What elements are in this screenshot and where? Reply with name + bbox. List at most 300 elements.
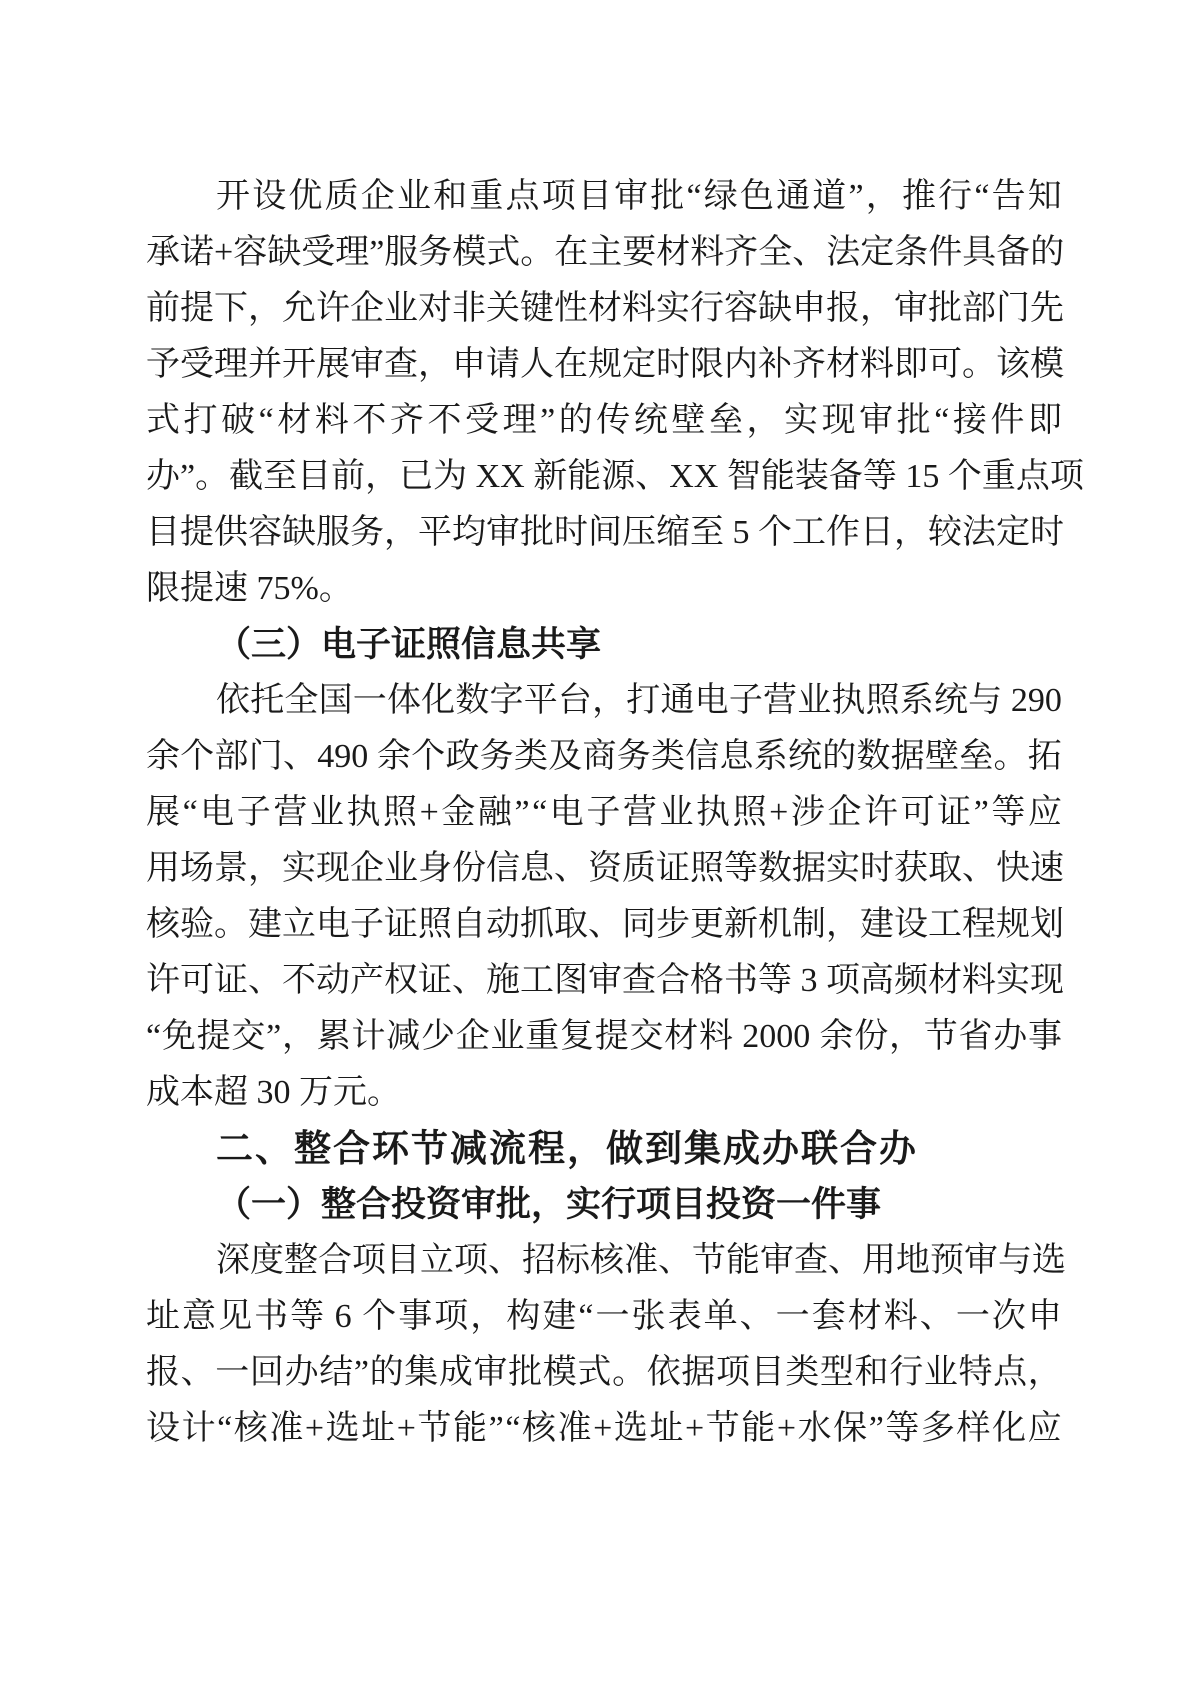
- text-run: 全: [758, 234, 793, 271]
- text-line: [146, 785, 1062, 841]
- text-run: 件: [990, 402, 1025, 439]
- text-run: 行: [690, 290, 724, 327]
- text-run: “: [974, 178, 990, 215]
- text-run: 新: [533, 458, 568, 495]
- text-run: 材: [588, 290, 622, 327]
- text-run: “: [505, 1410, 521, 1447]
- text-run: 动: [486, 906, 520, 943]
- text-run: 型: [819, 1354, 854, 1391]
- text-run: 许: [316, 290, 350, 327]
- text-run: 实: [784, 402, 819, 439]
- text-run: 目: [750, 1354, 785, 1391]
- text-run: 特: [958, 1354, 993, 1391]
- text-run: 、: [452, 962, 486, 999]
- text-run: 受: [301, 234, 336, 271]
- text-run: 立: [282, 906, 316, 943]
- text-run: +: [214, 234, 234, 271]
- text-run: 申: [452, 346, 486, 383]
- text-run: 施: [486, 962, 520, 999]
- text-run: 受: [180, 346, 214, 383]
- text-run: 压: [622, 514, 656, 551]
- text-run: 提: [594, 1018, 629, 1055]
- text-run: +: [684, 1410, 705, 1447]
- text-run: ”: [514, 794, 530, 831]
- text-run: 证: [214, 962, 248, 999]
- text-run: 批: [508, 1354, 543, 1391]
- text-run: 打: [626, 682, 661, 719]
- text-run: 批: [896, 402, 931, 439]
- text-run: 、: [635, 458, 670, 495]
- text-line: [146, 449, 1084, 505]
- section-heading: 二、整合环节减流程，做到集成办联合办: [216, 1128, 918, 1169]
- text-run: 智: [726, 458, 761, 495]
- text-run: ”: [266, 1018, 282, 1055]
- text-run: 子: [586, 794, 621, 831]
- text-run: ，: [592, 682, 627, 719]
- text-run: 数: [455, 682, 490, 719]
- text-run: 据: [792, 850, 826, 887]
- text-run: 图: [554, 962, 588, 999]
- text-run: 字: [489, 682, 524, 719]
- text-run: 较: [928, 514, 962, 551]
- text-run: 3: [792, 962, 826, 999]
- text-run: 门: [248, 738, 283, 775]
- text-run: ，: [888, 1018, 923, 1055]
- text-run: 材: [656, 234, 691, 271]
- text-run: 余: [377, 738, 411, 775]
- text-run: 料: [314, 402, 349, 439]
- text-run: “: [686, 178, 702, 215]
- text-run: 融: [477, 794, 512, 831]
- text-run: ”: [488, 1410, 504, 1447]
- text-run: ，: [860, 290, 894, 327]
- text-run: 结: [319, 1354, 354, 1391]
- text-run: 定: [996, 514, 1030, 551]
- text-run: 件: [928, 234, 963, 271]
- section-heading: （一）整合投资审批，实行项目投资一件事: [216, 1185, 882, 1224]
- text-run: 步: [656, 906, 690, 943]
- text-run: 次: [991, 1298, 1026, 1335]
- text-run: 服: [316, 514, 350, 551]
- text-run: 日: [860, 514, 894, 551]
- text-run: 可: [928, 346, 962, 383]
- text-run: 项: [434, 1298, 469, 1335]
- text-run: 通: [660, 682, 695, 719]
- text-run: 平: [523, 682, 558, 719]
- text-run: 主: [588, 234, 623, 271]
- text-run: 审: [964, 1242, 998, 1279]
- text-run: 容: [248, 514, 282, 551]
- text-run: 报: [146, 1354, 180, 1391]
- text-run: 制: [792, 906, 826, 943]
- text-run: 托: [250, 682, 285, 719]
- text-run: 一: [775, 1298, 810, 1335]
- text-run: 缺: [758, 290, 792, 327]
- text-run: 审: [486, 514, 520, 551]
- text-run: 许: [146, 962, 180, 999]
- text-run: 地: [896, 1242, 930, 1279]
- text-run: 照: [865, 682, 900, 719]
- text-run: 事: [1027, 1018, 1062, 1055]
- text-run: 事: [398, 1298, 433, 1335]
- text-run: 度: [250, 1242, 284, 1279]
- text-run: 等: [290, 1298, 325, 1335]
- text-run: 回: [249, 1354, 284, 1391]
- text-run: 一: [352, 682, 387, 719]
- text-run: 书: [724, 962, 758, 999]
- text-run: 准: [624, 1242, 658, 1279]
- text-line: 成本超 30 万元。: [146, 1074, 401, 1111]
- text-run: 、: [180, 1354, 215, 1391]
- text-run: 核: [146, 906, 180, 943]
- text-run: ”: [868, 1410, 884, 1447]
- text-run: 办: [284, 1354, 319, 1391]
- text-run: 料: [883, 1298, 918, 1335]
- text-run: 、: [962, 850, 996, 887]
- text-run: 审: [614, 178, 649, 215]
- text-run: 为: [433, 458, 468, 495]
- text-run: 不: [352, 402, 387, 439]
- text-run: 划: [1030, 906, 1064, 943]
- text-run: 务: [418, 234, 453, 271]
- text-run: 址: [649, 1410, 684, 1447]
- text-run: 减: [386, 1018, 421, 1055]
- text-run: 应: [1027, 1410, 1062, 1447]
- text-run: 人: [520, 346, 554, 383]
- text-run: 目: [146, 514, 180, 551]
- text-run: 务: [479, 738, 514, 775]
- text-run: 水: [797, 1410, 832, 1447]
- text-run: 频: [894, 962, 928, 999]
- text-run: 要: [622, 234, 657, 271]
- text-run: 。: [195, 458, 230, 495]
- text-run: 依: [216, 682, 250, 719]
- text-run: 合: [318, 1242, 352, 1279]
- text-run: ”: [848, 178, 864, 215]
- section-heading: （三）电子证照信息共享: [216, 625, 602, 664]
- text-line: [146, 505, 1062, 561]
- text-run: 业: [384, 850, 418, 887]
- text-run: 缺: [282, 514, 316, 551]
- text-run: 资: [588, 850, 622, 887]
- text-run: +: [593, 1410, 613, 1447]
- text-line: 限提速 75%。: [146, 570, 353, 607]
- text-run: ，: [470, 1298, 505, 1335]
- text-run: 式: [486, 234, 521, 271]
- text-run: 抓: [520, 906, 554, 943]
- text-run: 少: [420, 1018, 455, 1055]
- text-run: 现: [1030, 962, 1064, 999]
- text-run: 依: [646, 1354, 681, 1391]
- text-run: 前: [331, 458, 366, 495]
- text-run: 证: [384, 906, 418, 943]
- text-run: ”: [353, 1354, 369, 1391]
- text-run: 等: [758, 962, 792, 999]
- text-run: ，: [894, 514, 928, 551]
- text-run: 业: [659, 794, 694, 831]
- text-run: 不: [282, 962, 316, 999]
- text-run: 新: [724, 906, 758, 943]
- text-run: 等: [885, 1410, 920, 1447]
- text-run: 能: [741, 1410, 776, 1447]
- text-run: 用: [862, 1242, 896, 1279]
- text-run: 对: [418, 290, 452, 327]
- text-run: 营: [273, 794, 308, 831]
- text-run: 套: [811, 1298, 846, 1335]
- text-run: 核: [590, 1242, 624, 1279]
- text-run: 齐: [389, 402, 424, 439]
- text-run: 质: [622, 850, 656, 887]
- text-run: 份: [452, 850, 486, 887]
- text-run: 重: [981, 458, 1016, 495]
- text-run: 至: [690, 514, 724, 551]
- text-run: 系: [899, 682, 934, 719]
- text-run: 电: [549, 794, 584, 831]
- text-line: [146, 337, 1062, 393]
- text-run: 实: [996, 962, 1030, 999]
- text-run: 补: [758, 346, 792, 383]
- text-run: 不: [427, 402, 462, 439]
- text-run: 企: [360, 178, 395, 215]
- text-run: 执: [696, 794, 731, 831]
- text-run: 点: [505, 178, 540, 215]
- text-run: 多: [920, 1410, 955, 1447]
- text-run: 批: [520, 514, 554, 551]
- text-run: 证: [418, 962, 452, 999]
- text-run: 书: [254, 1298, 289, 1335]
- text-run: 照: [383, 794, 418, 831]
- text-run: 行: [889, 1354, 924, 1391]
- text-line: [146, 1009, 1062, 1065]
- text-run: 系: [753, 738, 788, 775]
- text-run: 目: [386, 1242, 420, 1279]
- text-run: 信: [486, 850, 520, 887]
- text-run: ，: [248, 850, 282, 887]
- text-run: 。: [520, 234, 555, 271]
- text-run: 能: [453, 1410, 488, 1447]
- text-run: 化: [992, 1410, 1027, 1447]
- text-run: 子: [236, 794, 271, 831]
- text-run: 时: [1030, 514, 1064, 551]
- text-run: 样: [956, 1410, 991, 1447]
- text-run: 道: [812, 178, 847, 215]
- text-run: 批: [650, 178, 685, 215]
- text-run: 审: [588, 962, 622, 999]
- text-run: 壁: [925, 738, 959, 775]
- text-run: “: [217, 1410, 233, 1447]
- text-run: 齐: [724, 234, 759, 271]
- text-run: 在: [554, 234, 589, 271]
- text-run: 动: [316, 962, 350, 999]
- text-run: 法: [826, 234, 861, 271]
- document-body: [146, 169, 1084, 1457]
- text-run: 、: [588, 906, 622, 943]
- text-run: 设: [894, 906, 928, 943]
- text-run: 展: [316, 346, 350, 383]
- text-run: 予: [146, 346, 180, 383]
- text-run: 的: [369, 1354, 404, 1391]
- text-run: 节: [417, 1410, 452, 1447]
- text-run: 目: [577, 178, 612, 215]
- text-run: 工: [792, 514, 826, 551]
- text-run: 金: [441, 794, 476, 831]
- text-line: [146, 729, 1062, 785]
- text-run: 条: [894, 234, 929, 271]
- text-run: 限: [690, 346, 724, 383]
- text-run: 具: [962, 234, 997, 271]
- text-run: 业: [490, 1018, 525, 1055]
- text-run: ，: [384, 514, 418, 551]
- text-run: 企: [350, 290, 384, 327]
- text-run: 容: [724, 290, 758, 327]
- text-run: 下: [214, 290, 248, 327]
- text-run: 电: [316, 906, 350, 943]
- text-run: 拓: [1027, 738, 1062, 775]
- text-run: 截: [229, 458, 264, 495]
- text-run: 材: [277, 402, 312, 439]
- text-run: 能: [567, 458, 602, 495]
- text-run: 齐: [792, 346, 826, 383]
- text-run: 个: [947, 458, 982, 495]
- text-run: 和: [854, 1354, 889, 1391]
- text-run: 可: [900, 794, 935, 831]
- text-run: 许: [864, 794, 899, 831]
- text-run: 化: [421, 682, 456, 719]
- text-run: 营: [622, 794, 657, 831]
- text-run: 息: [719, 738, 754, 775]
- paragraph: [146, 673, 1062, 1121]
- text-run: 业: [309, 794, 344, 831]
- text-run: 企: [455, 1018, 490, 1055]
- text-run: 业: [797, 682, 832, 719]
- text-run: 务: [616, 738, 651, 775]
- text-run: 合: [656, 962, 690, 999]
- text-run: 个: [411, 738, 446, 775]
- text-run: 。: [962, 346, 996, 383]
- text-run: 与: [998, 1242, 1032, 1279]
- text-run: 点: [1015, 458, 1050, 495]
- text-run: 实: [282, 850, 316, 887]
- text-run: 项: [352, 1242, 386, 1279]
- text-run: 累: [316, 1018, 351, 1055]
- text-run: 类: [785, 1354, 820, 1391]
- text-run: 、: [658, 1242, 692, 1279]
- text-run: 设: [146, 1410, 180, 1447]
- text-run: 非: [452, 290, 486, 327]
- text-run: 5: [724, 514, 758, 551]
- paragraph: [146, 1233, 1066, 1457]
- text-run: 选: [1032, 1242, 1066, 1279]
- text-run: 作: [826, 514, 860, 551]
- text-run: 审: [350, 346, 384, 383]
- text-run: 选: [325, 1410, 360, 1447]
- text-run: 诺: [180, 234, 214, 271]
- text-run: 业: [384, 290, 418, 327]
- text-run: 材: [928, 962, 962, 999]
- text-run: 整: [284, 1242, 318, 1279]
- text-run: 节: [923, 1018, 958, 1055]
- text-run: 更: [690, 906, 724, 943]
- text-run: 破: [221, 402, 256, 439]
- text-run: 开: [282, 346, 316, 383]
- text-run: 服: [384, 234, 419, 271]
- text-run: 企: [350, 850, 384, 887]
- text-run: 重: [469, 178, 504, 215]
- text-run: 打: [183, 402, 218, 439]
- text-run: 余: [146, 738, 180, 775]
- text-run: 余: [819, 1018, 854, 1055]
- text-run: 展: [146, 794, 180, 831]
- text-run: ”: [973, 794, 989, 831]
- text-run: 、: [283, 738, 317, 775]
- text-run: 核: [521, 1410, 556, 1447]
- text-run: “: [146, 1018, 162, 1055]
- text-line: [216, 673, 1062, 729]
- text-run: 照: [418, 906, 452, 943]
- text-run: 证: [656, 850, 690, 887]
- text-run: 信: [685, 738, 720, 775]
- text-run: 政: [445, 738, 480, 775]
- text-run: 接: [952, 402, 987, 439]
- text-run: 目: [297, 458, 332, 495]
- text-run: 免: [161, 1018, 196, 1055]
- text-run: 、: [739, 1298, 774, 1335]
- text-run: 备: [996, 234, 1031, 271]
- text-run: ，: [746, 402, 781, 439]
- text-run: 式: [146, 402, 180, 439]
- text-run: 据: [681, 1354, 716, 1391]
- text-run: 定: [622, 346, 656, 383]
- text-run: 个: [180, 738, 215, 775]
- text-run: 审: [473, 1354, 508, 1391]
- text-run: +: [776, 1410, 797, 1447]
- text-run: 高: [860, 962, 894, 999]
- text-run: 能: [760, 458, 795, 495]
- text-line: [216, 169, 1062, 225]
- text-run: 照: [732, 794, 767, 831]
- text-run: 成: [438, 1354, 473, 1391]
- text-run: 规: [588, 346, 622, 383]
- text-line: [146, 1401, 1062, 1457]
- text-run: 至: [263, 458, 298, 495]
- text-run: 模: [1030, 346, 1064, 383]
- text-run: 准: [557, 1410, 592, 1447]
- text-run: 项: [715, 1354, 750, 1391]
- text-run: 提: [180, 514, 214, 551]
- text-run: 权: [384, 962, 418, 999]
- text-run: 立: [420, 1242, 454, 1279]
- text-run: XX: [467, 458, 534, 495]
- text-run: 料: [622, 290, 656, 327]
- text-run: 知: [1027, 178, 1062, 215]
- text-run: ，: [248, 290, 282, 327]
- text-run: 程: [962, 906, 996, 943]
- text-run: 统: [788, 738, 822, 775]
- text-run: 间: [588, 514, 622, 551]
- text-run: 料: [860, 346, 894, 383]
- text-run: 统: [933, 682, 968, 719]
- text-run: 速: [1030, 850, 1064, 887]
- text-run: 色: [739, 178, 774, 215]
- text-run: 模: [452, 234, 487, 271]
- text-run: 准: [269, 1410, 304, 1447]
- text-run: 490: [317, 738, 377, 775]
- text-run: 备: [828, 458, 863, 495]
- text-run: 、: [488, 1242, 522, 1279]
- text-run: 企: [827, 794, 862, 831]
- text-run: “: [934, 402, 950, 439]
- text-run: 。: [993, 738, 1028, 775]
